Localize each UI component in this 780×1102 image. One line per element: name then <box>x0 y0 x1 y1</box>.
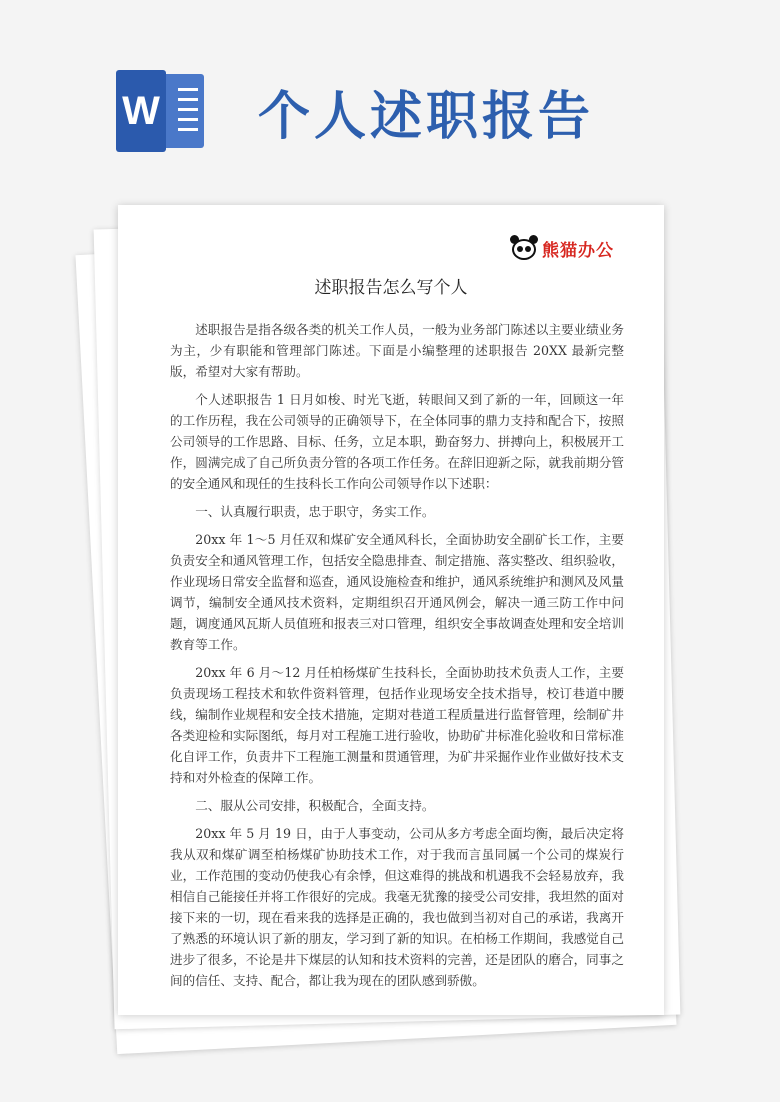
section-heading-1: 一、认真履行职责，忠于职守，务实工作。 <box>195 504 435 519</box>
panda-eye <box>525 246 531 252</box>
document-page <box>118 205 664 1015</box>
paragraph-report-opening: 个人述职报告 1 日月如梭、时光飞逝，转眼间又到了新的一年，回顾这一年的工作历程，我在公司领导的正确领导下，在全体同事的鼎力支持和配合下，按照公司领导的工作思路、目标、任务，立足本职，勤奋努力、拼搏向上，积极展开工作，圆满完成了自己所负责分管的各项工作任务。在辞旧迎新之际，就我前期分管的安全通风和现任的生技科长工作向公司领导作以下述职： <box>170 392 624 491</box>
section-heading-2: 二、服从公司安排，积极配合，全面支持。 <box>195 798 435 813</box>
word-icon-letter: W <box>116 70 166 152</box>
word-app-icon <box>116 70 206 152</box>
word-icon-line <box>178 118 198 121</box>
word-icon-line <box>178 128 198 131</box>
panda-face <box>512 239 536 260</box>
banner-title: 个人述职报告 <box>258 86 595 147</box>
word-icon-line <box>178 108 198 111</box>
paragraph-transfer: 20xx 年 5 月 19 日，由于人事变动，公司从多方考虑全面均衡，最后决定将我从双和煤矿调至柏杨煤矿协助技术工作，对于我而言虽同属一个公司的煤炭行业，工作范围的变动仍使我心有余悸，但这难得的挑战和机遇我不会轻易放弃，我相信自己能接任并将工作很好的完成。我毫无犹豫的接受公司安排，我坦然的面对接下来的一切，现在看来我的选择是正确的，我也做到当初对自己的承诺，我离开了熟悉的环境认识了新的朋友，学习到了新的知识。在柏杨工作期间，我感觉自己进步了很多，不论是井下煤层的认知和技术资料的完善，还是团队的磨合，同事之间的信任、支持、配合，都让我为现在的团队感到骄傲。 <box>170 826 624 988</box>
paragraph-safety-role: 20xx 年 1～5 月任双和煤矿安全通风科长，全面协助安全副矿长工作，主要负责安全和通风管理工作，包括安全隐患排查、制定措施、落实整改、组织验收，作业现场日常安全监督和巡查，通风设施检查和维护，通风系统维护和测风及风量调节，编制安全通风技术资料，定期组织召开通风例会，解决一通三防工作中问题，调度通风瓦斯人员值班和报表三对口管理，组织安全事故调查处理和安全培训教育等工作。 <box>170 532 624 652</box>
document-body <box>170 319 624 998</box>
panda-eye <box>517 246 523 252</box>
brand-logo <box>510 235 614 261</box>
word-icon-line <box>178 88 198 91</box>
word-icon-line <box>178 98 198 101</box>
logo-text: 熊猫办公 <box>542 240 614 261</box>
paragraph-tech-role: 20xx 年 6 月～12 月任柏杨煤矿生技科长，全面协助技术负责人工作，主要负责现场工程技术和软件资料管理，包括作业现场安全技术指导，校订巷道中腰线，编制作业规程和安全技术措施，定期对巷道工程质量进行监督管理，绘制矿井各类迎检和实际图纸，每月对工程施工进行验收，协助矿井标准化验收和日常标准化自评工作，负责井下工程施工测量和贯通管理，为矿井采掘作业作业做好技术支持和对外检查的保障工作。 <box>170 665 624 785</box>
paragraph-intro: 述职报告是指各级各类的机关工作人员，一般为业务部门陈述以主要业绩业务为主，少有职能和管理部门陈述。下面是小编整理的述职报告 20XX 最新完整版，希望对大家有帮助。 <box>170 322 624 379</box>
document-title: 述职报告怎么写个人 <box>314 278 468 298</box>
panda-icon <box>510 235 538 261</box>
